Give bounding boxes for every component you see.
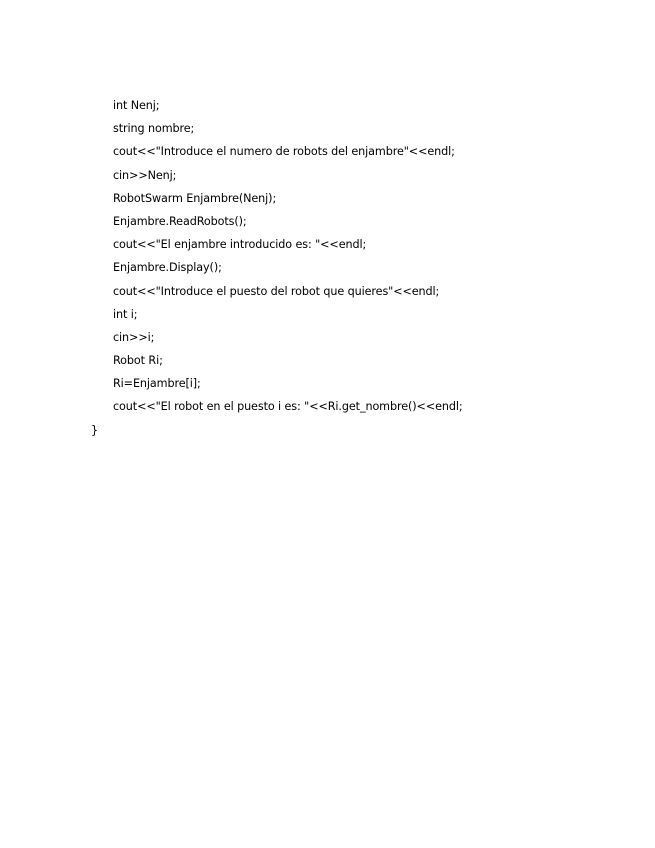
code-line: Enjambre.Display(); <box>113 261 222 275</box>
code-block <box>0 97 655 445</box>
closing-brace: } <box>91 423 99 437</box>
code-line: Enjambre.ReadRobots(); <box>113 214 247 228</box>
code-line: int Nenj; <box>113 99 160 112</box>
code-line: cout<<"Introduce el numero de robots del enjambre"<<endl; <box>113 145 455 159</box>
code-line: cin>>i; <box>113 330 155 344</box>
code-line: int i; <box>113 307 138 321</box>
code-line: cin>>Nenj; <box>113 168 177 182</box>
code-line: Ri=Enjambre[i]; <box>113 377 201 391</box>
code-line: cout<<"El robot en el puesto i es: "<<Ri.get_nombre()<<endl; <box>113 400 463 414</box>
code-line: string nombre; <box>113 122 195 136</box>
code-line: cout<<"Introduce el puesto del robot que quieres"<<endl; <box>113 284 440 298</box>
code-line: Robot Ri; <box>113 354 163 368</box>
code-line: RobotSwarm Enjambre(Nenj); <box>113 191 277 205</box>
code-line: cout<<"El enjambre introducido es: "<<endl; <box>113 238 367 252</box>
